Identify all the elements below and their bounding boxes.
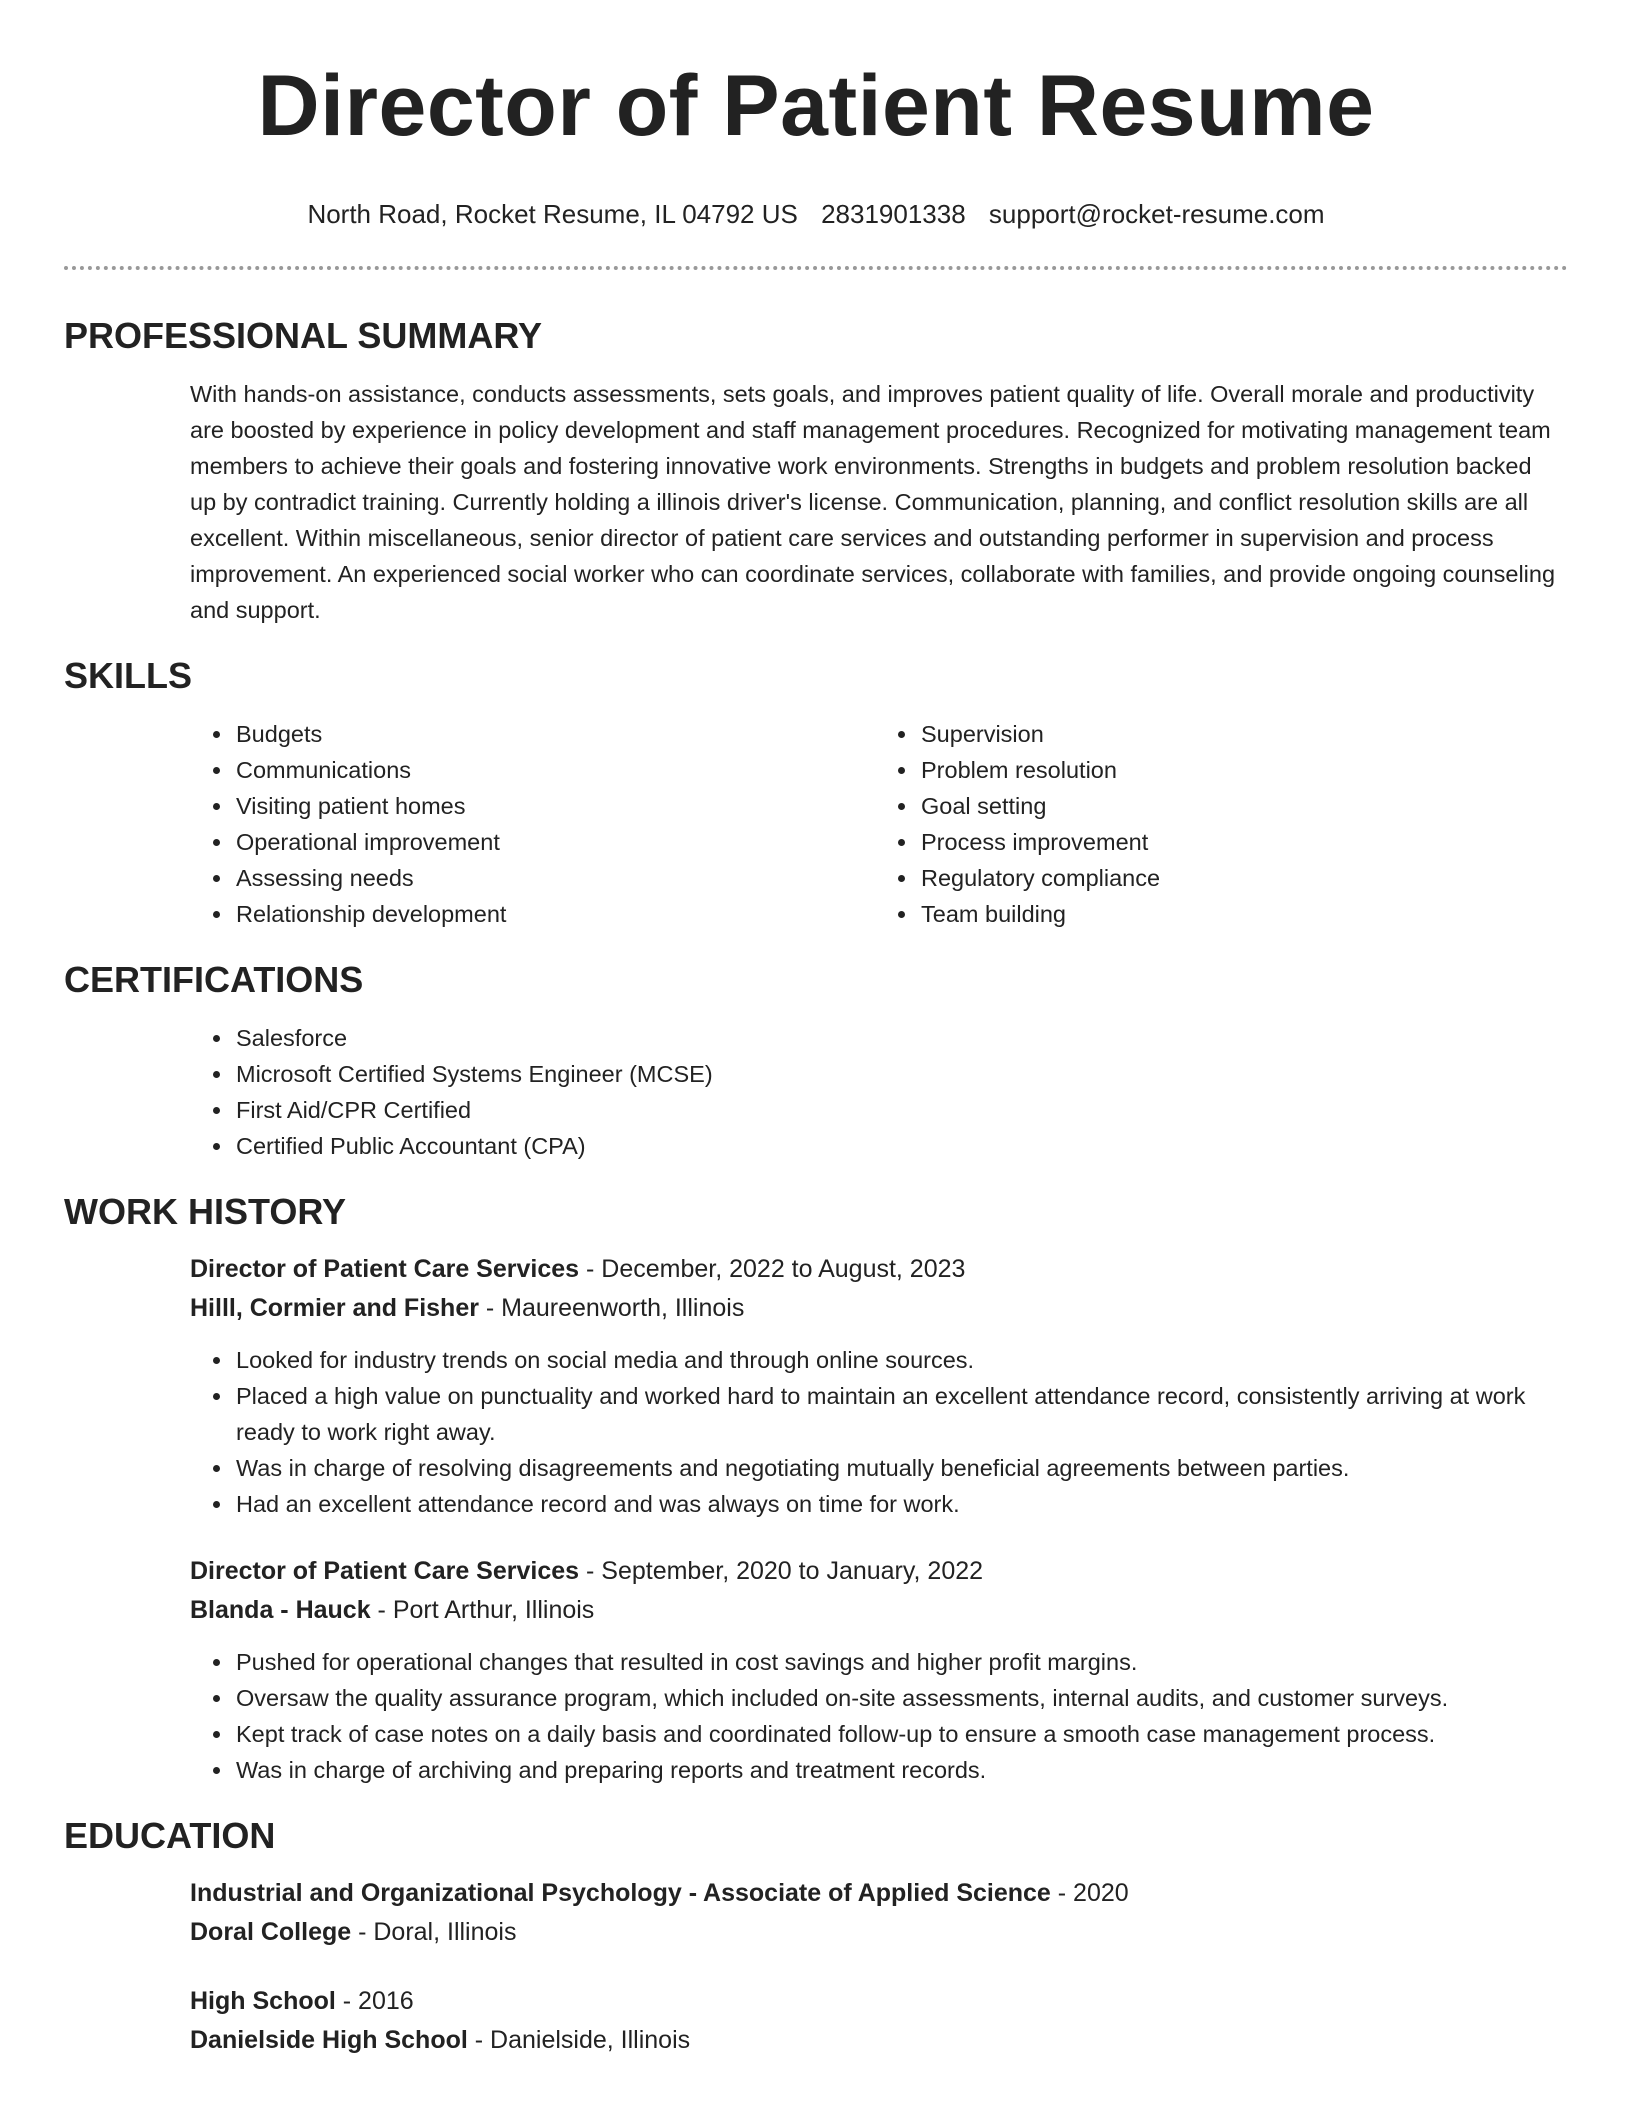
skill-item: • Visiting patient homes (234, 788, 875, 824)
skill-item: • Communications (234, 752, 875, 788)
header-divider (64, 266, 1568, 270)
education-school: Danielside High School (190, 2026, 468, 2054)
job-bullet: • Placed a high value on punctuality and worked hard to maintain an excellent attendance record, consistently arriving at work ready to work right away. (234, 1378, 1560, 1450)
certification-item: • Microsoft Certified Systems Engineer (MCSE) (234, 1056, 1560, 1092)
certifications-list (190, 1020, 1560, 1164)
skill-item: • Operational improvement (234, 824, 875, 860)
certification-item: • First Aid/CPR Certified (234, 1092, 1560, 1128)
skill-item: • Process improvement (919, 824, 1560, 860)
skill-item: • Problem resolution (919, 752, 1560, 788)
education-heading: EDUCATION (64, 1815, 276, 1856)
certifications-section (0, 958, 1632, 1164)
job-title-line (190, 1552, 1560, 1591)
job-bullet: • Was in charge of resolving disagreements and negotiating mutually beneficial agreements between parties. (234, 1450, 1560, 1486)
skills-section (0, 654, 1632, 932)
job-bullet: • Was in charge of archiving and preparing reports and treatment records. (234, 1752, 1560, 1788)
education-degree-line (190, 1982, 1560, 2021)
contact-line (0, 198, 1632, 230)
work-history-heading: WORK HISTORY (64, 1191, 347, 1232)
contact-address: North Road, Rocket Resume, IL 04792 US (307, 199, 798, 229)
education-degree: Industrial and Organizational Psychology - Associate of Applied Science (190, 1879, 1051, 1907)
certification-item: • Salesforce (234, 1020, 1560, 1056)
job-location: - Port Arthur, Illinois (370, 1596, 595, 1624)
job-bullet: • Looked for industry trends on social media and through online sources. (234, 1342, 1560, 1378)
job-bullet: • Oversaw the quality assurance program, which included on-site assessments, internal audits, and customer surveys. (234, 1680, 1560, 1716)
contact-phone: 2831901338 (821, 199, 966, 229)
job-entry (64, 1552, 1568, 1788)
skills-heading: SKILLS (64, 655, 193, 696)
education-school: Doral College (190, 1918, 352, 1946)
job-dates: - December, 2022 to August, 2023 (579, 1255, 966, 1283)
education-entry (64, 1982, 1568, 2060)
certifications-heading: CERTIFICATIONS (64, 959, 364, 1000)
certification-item: • Certified Public Accountant (CPA) (234, 1128, 1560, 1164)
skill-item: • Relationship development (234, 896, 875, 932)
contact-email: support@rocket-resume.com (988, 199, 1325, 229)
skills-list-right (875, 716, 1560, 932)
summary-section (0, 314, 1632, 628)
skill-item: • Regulatory compliance (919, 860, 1560, 896)
job-company: Blanda - Hauck (190, 1596, 371, 1624)
education-year: - 2016 (335, 1987, 414, 2015)
education-location: - Danielside, Illinois (467, 2026, 691, 2054)
education-school-line (190, 2021, 1560, 2060)
skill-item: • Supervision (919, 716, 1560, 752)
job-company-line (190, 1289, 1560, 1328)
job-bullet: • Had an excellent attendance record and was always on time for work. (234, 1486, 1560, 1522)
skills-list-left (190, 716, 875, 932)
education-school-line (190, 1913, 1560, 1952)
summary-text: With hands-on assistance, conducts assessments, sets goals, and improves patient quality of life. Overall morale and productivity are boosted by experience in policy development and staff management procedures. Recognized for motivating management team members to achieve their goals and fostering innovative work environments. Strengths in budgets and problem resolution backed up by contradict training. Currently holding a illinois driver's license. Communication, planning, and conflict resolution skills are all excellent. Within miscellaneous, senior director of patient care services and outstanding performer in supervision and process improvement. An experienced social worker who can coordinate services, collaborate with families, and provide ongoing counseling and support. (190, 381, 1556, 623)
skill-item: • Assessing needs (234, 860, 875, 896)
job-bullet: • Pushed for operational changes that resulted in cost savings and higher profit margins. (234, 1644, 1560, 1680)
summary-heading: PROFESSIONAL SUMMARY (64, 315, 543, 356)
education-section (0, 1814, 1632, 2060)
job-dates: - September, 2020 to January, 2022 (579, 1557, 984, 1585)
education-location: - Doral, Illinois (351, 1918, 517, 1946)
education-degree-line (190, 1874, 1560, 1913)
job-location: - Maureenworth, Illinois (478, 1294, 745, 1322)
certifications-body (64, 1020, 1568, 1164)
job-company-line (190, 1591, 1560, 1630)
job-title-line (190, 1250, 1560, 1289)
job-bullets (190, 1644, 1560, 1788)
job-title: Director of Patient Care Services (190, 1255, 580, 1283)
job-title: Director of Patient Care Services (190, 1557, 580, 1585)
resume-title: Director of Patient Resume (257, 58, 1375, 154)
education-entry (64, 1874, 1568, 1952)
job-entry (64, 1250, 1568, 1522)
job-bullet: • Kept track of case notes on a daily basis and coordinated follow-up to ensure a smooth case management process. (234, 1716, 1560, 1752)
skill-item: • Team building (919, 896, 1560, 932)
education-degree: High School (190, 1987, 336, 2015)
job-bullets (190, 1342, 1560, 1522)
work-history-section (0, 1190, 1632, 1788)
education-year: - 2020 (1050, 1879, 1129, 1907)
job-company: Hilll, Cormier and Fisher (190, 1294, 479, 1322)
skills-grid (64, 716, 1568, 932)
skill-item: • Budgets (234, 716, 875, 752)
skill-item: • Goal setting (919, 788, 1560, 824)
